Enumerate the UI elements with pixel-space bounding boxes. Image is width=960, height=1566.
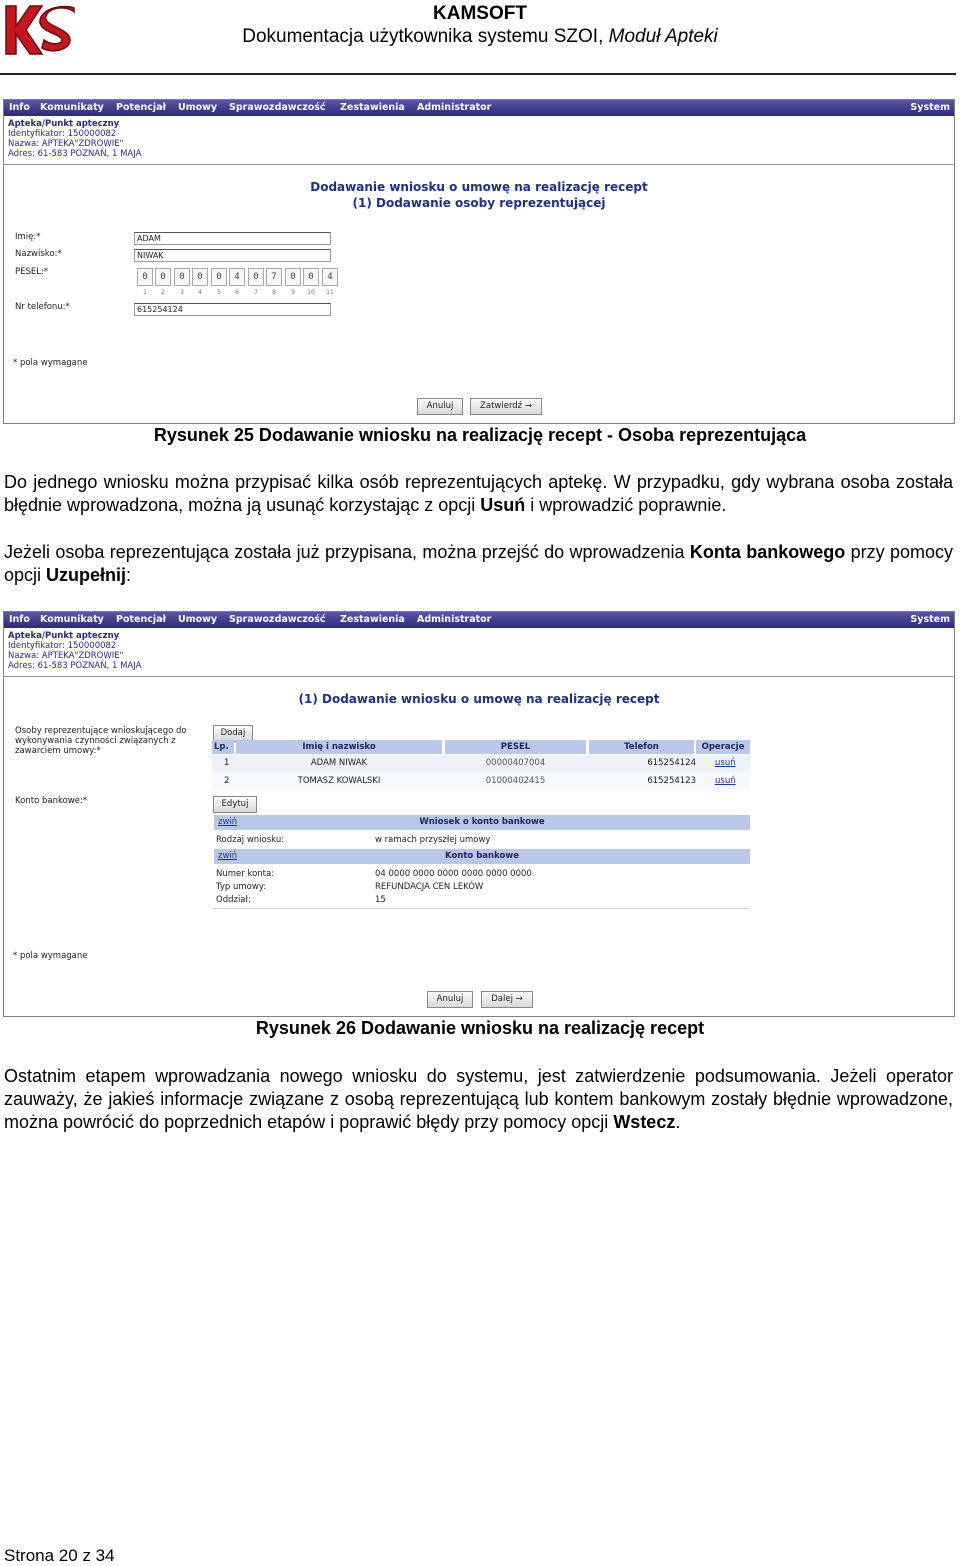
- menu-info[interactable]: Info: [9, 102, 30, 113]
- cancel-button[interactable]: Anuluj: [417, 398, 463, 415]
- menu-info[interactable]: Info: [9, 614, 30, 625]
- pesel-digit[interactable]: 0: [285, 268, 301, 286]
- menu-system[interactable]: System: [910, 614, 950, 625]
- pesel-position: 4: [198, 289, 202, 296]
- account-number-label: Numer konta:: [216, 869, 275, 879]
- paragraph-2: Jeżeli osoba reprezentująca została już przypisana, można przejść do wprowadzenia Konta bankowego przy pomocy opcji Uzupełnij:: [4, 542, 953, 585]
- menu-komunikaty[interactable]: Komunikaty: [40, 102, 104, 113]
- section-bank-account: [214, 849, 750, 864]
- row-pesel: 00000407004: [485, 758, 546, 768]
- pesel-digit[interactable]: 0: [248, 268, 264, 286]
- pharmacy-name: Nazwa: APTEKA"ZDROWIE": [8, 139, 124, 149]
- delete-link[interactable]: usuń: [715, 758, 736, 768]
- main-menu-bar: [4, 100, 954, 116]
- rodzaj-label: Rodzaj wniosku:: [216, 835, 285, 845]
- confirm-button[interactable]: Zatwierdź →: [470, 398, 542, 415]
- section-bank-request: [214, 815, 750, 830]
- contract-type-label: Typ umowy:: [216, 882, 267, 892]
- pesel-digit[interactable]: 0: [155, 268, 171, 286]
- section-divider: [212, 908, 750, 909]
- form-subtitle: (1) Dodawanie osoby reprezentującej: [352, 196, 606, 210]
- menu-potencjal[interactable]: Potencjał: [116, 102, 167, 113]
- menu-umowy[interactable]: Umowy: [178, 102, 218, 113]
- delete-link[interactable]: usuń: [715, 776, 736, 786]
- row-phone: 615254123: [647, 776, 696, 786]
- menu-system[interactable]: System: [910, 102, 950, 113]
- menu-sprawozdawczosc[interactable]: Sprawozdawczość: [229, 614, 326, 625]
- pesel-position: 1: [143, 289, 147, 296]
- label-imie: Imię:*: [15, 232, 41, 242]
- menu-administrator[interactable]: Administrator: [417, 102, 492, 113]
- row-pesel: 01000402415: [485, 776, 546, 786]
- menu-komunikaty[interactable]: Komunikaty: [40, 614, 104, 625]
- pesel-position: 7: [254, 289, 258, 296]
- telefon-field[interactable]: 615254124: [134, 303, 331, 316]
- col-lp: Lp.: [212, 740, 234, 754]
- pesel-digit[interactable]: 0: [303, 268, 319, 286]
- figure-26-caption: Rysunek 26 Dodawanie wniosku na realizację recept: [255, 1018, 705, 1038]
- col-pesel: PESEL: [445, 740, 586, 754]
- menu-potencjal[interactable]: Potencjał: [116, 614, 167, 625]
- col-phone: Telefon: [589, 740, 694, 754]
- table-row: [212, 755, 750, 772]
- required-note: * pola wymagane: [13, 358, 88, 368]
- pharmacy-name: Nazwa: APTEKA"ZDROWIE": [8, 651, 124, 661]
- rodzaj-value: w ramach przyszłej umowy: [375, 835, 491, 845]
- pesel-position: 3: [180, 289, 184, 296]
- add-person-button[interactable]: Dodaj: [213, 725, 253, 742]
- form-title: Dodawanie wniosku o umowę na realizację recept: [310, 180, 648, 194]
- label-nazwisko: Nazwisko:*: [15, 249, 62, 259]
- required-note: * pola wymagane: [13, 951, 88, 961]
- paragraph-1: Do jednego wniosku można przypisać kilka osób reprezentujących aptekę. W przypadku, gdy wybrana osoba została błędnie wprowadzona, można ją usunąć korzystając z opcji Usuń i wprowadzić poprawnie.: [4, 472, 953, 515]
- pesel-digit[interactable]: 0: [211, 268, 227, 286]
- pesel-digit[interactable]: 4: [229, 268, 245, 286]
- menu-zestawienia[interactable]: Zestawienia: [340, 102, 405, 113]
- cancel-button[interactable]: Anuluj: [427, 991, 473, 1008]
- persons-label: Osoby reprezentujące wnioskującego do: [15, 726, 187, 736]
- screenshot-add-person: [3, 99, 955, 424]
- row-name: TOMASZ KOWALSKI: [297, 776, 381, 786]
- collapse-link[interactable]: zwiń: [218, 851, 238, 861]
- pharmacy-heading: Apteka/Punkt apteczny: [8, 119, 120, 129]
- pharmacy-id: Identyfikator: 150000082: [8, 641, 117, 651]
- row-phone: 615254124: [647, 758, 696, 768]
- menu-administrator[interactable]: Administrator: [417, 614, 492, 625]
- col-operations: Operacje: [696, 740, 750, 754]
- pesel-position: 8: [272, 289, 276, 296]
- pesel-digit[interactable]: 0: [137, 268, 153, 286]
- bank-account-label: Konto bankowe:*: [15, 796, 88, 806]
- menu-zestawienia[interactable]: Zestawienia: [340, 614, 405, 625]
- company-name: KAMSOFT: [433, 3, 527, 24]
- pesel-digit[interactable]: 0: [174, 268, 190, 286]
- screenshot-application-summary: [3, 611, 955, 1017]
- next-button[interactable]: Dalej →: [481, 991, 533, 1008]
- pharmacy-heading: Apteka/Punkt apteczny: [8, 631, 120, 641]
- pesel-position: 10: [307, 289, 315, 296]
- pesel-digit[interactable]: 7: [266, 268, 282, 286]
- page-number: Strona 20 z 34: [4, 1546, 115, 1565]
- collapse-link[interactable]: zwiń: [218, 817, 238, 827]
- account-number-value: 04 0000 0000 0000 0000 0000 0000: [375, 869, 532, 879]
- branch-label: Oddział:: [216, 895, 251, 905]
- pharmacy-info: [4, 628, 954, 677]
- pesel-position: 9: [291, 289, 295, 296]
- label-telefon: Nr telefonu:*: [15, 302, 70, 312]
- pharmacy-id: Identyfikator: 150000082: [8, 129, 117, 139]
- row-lp: 1: [224, 758, 230, 768]
- persons-label: zawarciem umowy:*: [15, 746, 101, 756]
- row-name: ADAM NIWAK: [310, 758, 368, 768]
- table-row: [212, 773, 750, 790]
- pesel-position: 5: [217, 289, 221, 296]
- section-title: Wniosek o konto bankowe: [419, 817, 545, 827]
- document-title: Dokumentacja użytkownika systemu SZOI, Moduł Apteki: [242, 26, 718, 47]
- persons-label: wykonywania czynności związanych z: [15, 736, 176, 746]
- paragraph-3: Ostatnim etapem wprowadzania nowego wniosku do systemu, jest zatwierdzenie podsumowania. Jeżeli operator zauważy, że jakieś informacje związane z osobą reprezentującą lub kontem bankowym zostały błędnie wprowadzone, można powrócić do poprzednich etapów i poprawić błędy przy pomocy opcji Wstecz.: [4, 1066, 953, 1132]
- branch-value: 15: [375, 895, 386, 905]
- pesel-position: 11: [326, 289, 334, 296]
- row-lp: 2: [224, 776, 230, 786]
- edit-button[interactable]: Edytuj: [213, 796, 257, 813]
- form-title: (1) Dodawanie wniosku o umowę na realizację recept: [298, 692, 660, 706]
- menu-sprawozdawczosc[interactable]: Sprawozdawczość: [229, 102, 326, 113]
- menu-umowy[interactable]: Umowy: [178, 614, 218, 625]
- label-pesel: PESEL:*: [15, 267, 49, 277]
- pesel-position: 2: [161, 289, 165, 296]
- pharmacy-info: [4, 116, 954, 165]
- pharmacy-address: Adres: 61-583 POZNAŃ, 1 MAJA: [8, 149, 142, 159]
- contract-type-value: REFUNDACJA CEN LEKÓW: [375, 882, 484, 892]
- figure-25-caption: Rysunek 25 Dodawanie wniosku na realizację recept - Osoba reprezentująca: [153, 425, 807, 445]
- header-divider: [0, 73, 956, 75]
- pesel-digit[interactable]: 4: [322, 268, 338, 286]
- main-menu-bar: [4, 612, 954, 628]
- pesel-position: 6: [235, 289, 239, 296]
- imie-field[interactable]: ADAM: [134, 232, 331, 245]
- section-title: Konto bankowe: [445, 851, 519, 861]
- col-name: Imię i nazwisko: [236, 740, 442, 754]
- nazwisko-field[interactable]: NIWAK: [134, 249, 331, 262]
- pesel-digit[interactable]: 0: [192, 268, 208, 286]
- pharmacy-address: Adres: 61-583 POZNAŃ, 1 MAJA: [8, 661, 142, 671]
